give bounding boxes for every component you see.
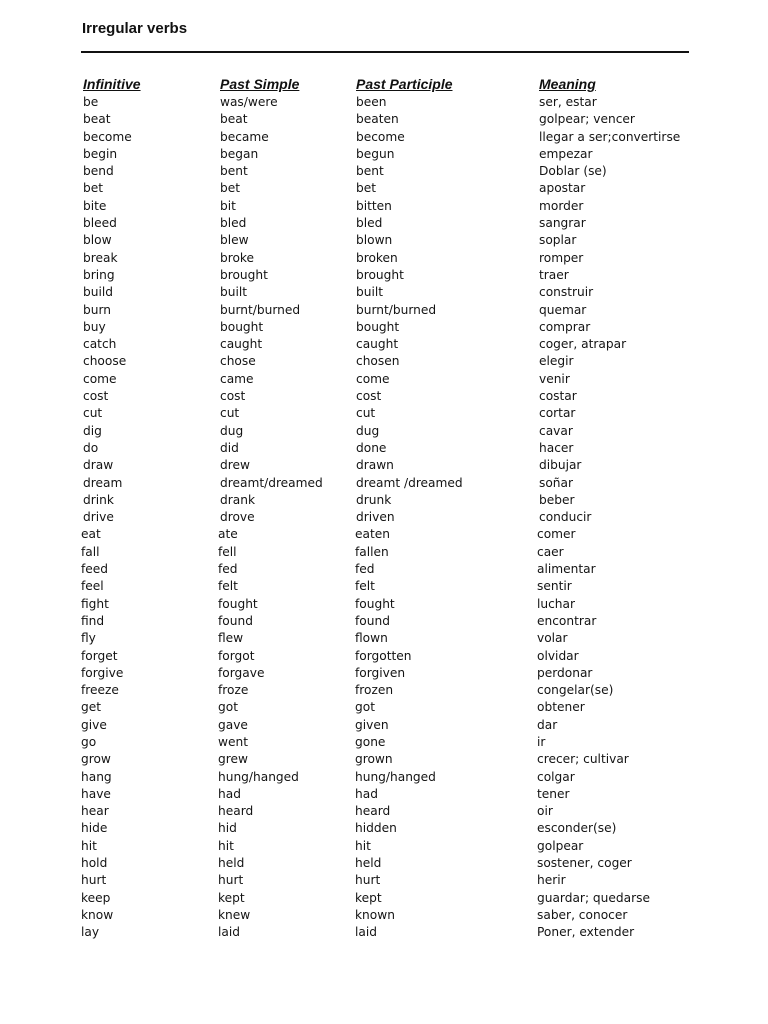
- past-participle-cell: hidden: [355, 821, 397, 836]
- infinitive-cell: bring: [83, 267, 115, 282]
- table-row: [0, 111, 768, 128]
- meaning-cell: olvidar: [537, 648, 579, 663]
- past-participle-cell: bent: [356, 164, 384, 179]
- past-simple-cell: knew: [218, 907, 251, 922]
- past-simple-cell: dreamt/dreamed: [220, 475, 323, 490]
- past-simple-cell: beat: [220, 112, 248, 127]
- past-simple-cell: held: [218, 856, 245, 871]
- meaning-cell: colgar: [537, 769, 575, 784]
- past-participle-cell: kept: [355, 890, 382, 905]
- past-simple-cell: dug: [220, 423, 244, 438]
- past-participle-cell: bought: [356, 319, 400, 334]
- past-participle-cell: bitten: [356, 198, 392, 213]
- table-row: [0, 319, 768, 336]
- table-row: [0, 838, 768, 855]
- page-title: Irregular verbs: [82, 20, 188, 37]
- infinitive-cell: hurt: [81, 873, 107, 888]
- past-participle-cell: broken: [356, 250, 398, 265]
- infinitive-cell: find: [81, 613, 105, 628]
- past-participle-cell: got: [355, 700, 375, 715]
- infinitive-cell: bend: [83, 164, 114, 179]
- infinitive-cell: hear: [81, 804, 109, 819]
- infinitive-cell: feel: [81, 579, 104, 594]
- past-simple-cell: did: [220, 440, 239, 455]
- table-row: [0, 302, 768, 319]
- past-participle-cell: brought: [356, 267, 404, 282]
- past-simple-cell: began: [220, 146, 259, 161]
- past-simple-cell: grew: [218, 752, 248, 767]
- meaning-cell: tener: [537, 786, 570, 801]
- table-row: [0, 820, 768, 837]
- past-simple-cell: fell: [218, 544, 237, 559]
- past-participle-cell: done: [356, 440, 387, 455]
- past-simple-cell: laid: [218, 925, 240, 940]
- past-simple-cell: drew: [220, 458, 250, 473]
- table-row: [0, 215, 768, 232]
- meaning-cell: volar: [537, 631, 568, 646]
- meaning-cell: dar: [537, 717, 558, 732]
- meaning-cell: ser, estar: [539, 95, 597, 109]
- past-simple-cell: hit: [218, 838, 234, 853]
- table-row: [0, 129, 768, 146]
- table-row: [0, 232, 768, 249]
- past-simple-cell: became: [220, 129, 269, 144]
- table-row: [0, 665, 768, 682]
- infinitive-cell: begin: [83, 146, 118, 161]
- meaning-cell: cortar: [539, 406, 576, 421]
- infinitive-cell: beat: [83, 112, 111, 127]
- table-row: [0, 872, 768, 889]
- past-simple-cell: bent: [220, 164, 248, 179]
- past-participle-cell: come: [356, 371, 390, 386]
- table-row: [0, 924, 768, 941]
- past-simple-cell: drove: [220, 510, 255, 525]
- table-row: [0, 475, 768, 492]
- infinitive-cell: fall: [81, 544, 100, 559]
- meaning-cell: golpear: [537, 838, 584, 853]
- verb-table: [0, 94, 768, 942]
- table-row: [0, 717, 768, 734]
- past-simple-cell: came: [220, 371, 254, 386]
- meaning-cell: herir: [537, 873, 566, 888]
- past-simple-cell: flew: [218, 631, 244, 646]
- past-simple-cell: cut: [220, 406, 240, 421]
- infinitive-cell: know: [81, 907, 114, 922]
- table-row: [0, 561, 768, 578]
- past-participle-cell: cost: [356, 389, 382, 404]
- title-divider: [81, 51, 689, 53]
- infinitive-cell: fly: [81, 631, 96, 646]
- meaning-cell: sentir: [537, 579, 572, 594]
- infinitive-cell: blow: [83, 233, 112, 248]
- table-row: [0, 526, 768, 543]
- infinitive-cell: have: [81, 786, 111, 801]
- table-row: [0, 423, 768, 440]
- past-participle-cell: found: [355, 613, 390, 628]
- past-participle-cell: held: [355, 856, 382, 871]
- table-row: [0, 353, 768, 370]
- infinitive-cell: dream: [83, 475, 123, 490]
- table-row: [0, 648, 768, 665]
- past-participle-cell: felt: [355, 579, 375, 594]
- past-participle-cell: begun: [356, 146, 395, 161]
- infinitive-cell: feed: [81, 562, 109, 577]
- past-participle-cell: become: [356, 129, 405, 144]
- infinitive-cell: burn: [83, 302, 111, 317]
- table-row: [0, 786, 768, 803]
- meaning-cell: comer: [537, 527, 576, 542]
- header-past-simple: Past Simple: [220, 76, 300, 92]
- past-participle-cell: given: [355, 717, 389, 732]
- past-simple-cell: froze: [218, 683, 249, 698]
- meaning-cell: conducir: [539, 510, 592, 525]
- past-simple-cell: broke: [220, 250, 255, 265]
- meaning-cell: luchar: [537, 596, 576, 611]
- infinitive-cell: freeze: [81, 683, 119, 698]
- past-participle-cell: forgotten: [355, 648, 412, 663]
- past-simple-cell: built: [220, 285, 248, 300]
- past-participle-cell: heard: [355, 804, 391, 819]
- past-participle-cell: fought: [355, 596, 395, 611]
- infinitive-cell: hide: [81, 821, 108, 836]
- table-row: [0, 492, 768, 509]
- infinitive-cell: come: [83, 371, 117, 386]
- past-participle-cell: driven: [356, 510, 395, 525]
- table-row: [0, 180, 768, 197]
- infinitive-cell: forgive: [81, 665, 124, 680]
- meaning-cell: encontrar: [537, 613, 597, 628]
- meaning-cell: ir: [537, 734, 546, 749]
- meaning-cell: empezar: [539, 146, 593, 161]
- meaning-cell: sostener, coger: [537, 856, 632, 871]
- table-row: [0, 405, 768, 422]
- table-row: [0, 682, 768, 699]
- infinitive-cell: bleed: [83, 216, 117, 231]
- meaning-cell: alimentar: [537, 562, 596, 577]
- meaning-cell: venir: [539, 371, 570, 386]
- infinitive-cell: eat: [81, 527, 101, 542]
- past-simple-cell: brought: [220, 267, 268, 282]
- infinitive-cell: forget: [81, 648, 118, 663]
- meaning-cell: soñar: [539, 475, 574, 490]
- past-simple-cell: drank: [220, 492, 255, 507]
- past-simple-cell: got: [218, 700, 238, 715]
- past-simple-cell: forgot: [218, 648, 255, 663]
- table-row: [0, 198, 768, 215]
- table-row: [0, 630, 768, 647]
- past-simple-cell: kept: [218, 890, 245, 905]
- table-row: [0, 855, 768, 872]
- infinitive-cell: cost: [83, 389, 109, 404]
- past-simple-cell: hung/hanged: [218, 769, 299, 784]
- past-simple-cell: burnt/burned: [220, 302, 301, 317]
- table-row: [0, 769, 768, 786]
- past-simple-cell: gave: [218, 717, 248, 732]
- past-participle-cell: had: [355, 786, 378, 801]
- past-participle-cell: built: [356, 285, 384, 300]
- infinitive-cell: break: [83, 250, 118, 265]
- table-row: [0, 388, 768, 405]
- table-header: [0, 76, 768, 94]
- past-participle-cell: forgiven: [355, 665, 406, 680]
- past-participle-cell: hurt: [355, 873, 381, 888]
- infinitive-cell: drive: [83, 510, 114, 525]
- table-row: [0, 284, 768, 301]
- table-row: [0, 163, 768, 180]
- infinitive-cell: catch: [83, 337, 117, 352]
- past-participle-cell: laid: [355, 925, 377, 940]
- past-participle-cell: frozen: [355, 683, 394, 698]
- infinitive-cell: drink: [83, 492, 114, 507]
- infinitive-cell: fight: [81, 596, 109, 611]
- infinitive-cell: give: [81, 717, 107, 732]
- past-participle-cell: cut: [356, 406, 376, 421]
- past-participle-cell: drawn: [356, 458, 394, 473]
- meaning-cell: coger, atrapar: [539, 337, 627, 352]
- table-row: [0, 440, 768, 457]
- meaning-cell: sangrar: [539, 216, 586, 231]
- infinitive-cell: get: [81, 700, 102, 715]
- infinitive-cell: hang: [81, 769, 112, 784]
- table-row: [0, 734, 768, 751]
- table-row: [0, 267, 768, 284]
- infinitive-cell: keep: [81, 890, 111, 905]
- meaning-cell: cavar: [539, 423, 573, 438]
- infinitive-cell: hit: [81, 838, 97, 853]
- meaning-cell: saber, conocer: [537, 907, 628, 922]
- meaning-cell: Poner, extender: [537, 925, 635, 940]
- table-row: [0, 907, 768, 924]
- header-past-participle: Past Participle: [356, 76, 453, 92]
- table-row: [0, 250, 768, 267]
- meaning-cell: oir: [537, 804, 553, 819]
- past-simple-cell: caught: [220, 337, 263, 352]
- past-simple-cell: hid: [218, 821, 237, 836]
- infinitive-cell: buy: [83, 319, 106, 334]
- meaning-cell: comprar: [539, 319, 591, 334]
- meaning-cell: congelar(se): [537, 683, 614, 698]
- meaning-cell: quemar: [539, 302, 587, 317]
- past-simple-cell: fed: [218, 562, 238, 577]
- past-simple-cell: bled: [220, 216, 247, 231]
- infinitive-cell: grow: [81, 752, 111, 767]
- past-participle-cell: drunk: [356, 492, 392, 507]
- meaning-cell: perdonar: [537, 665, 593, 680]
- past-simple-cell: had: [218, 786, 241, 801]
- past-participle-cell: known: [355, 907, 395, 922]
- meaning-cell: Doblar (se): [539, 164, 607, 179]
- table-row: [0, 457, 768, 474]
- meaning-cell: costar: [539, 389, 577, 404]
- meaning-cell: crecer; cultivar: [537, 752, 629, 767]
- past-simple-cell: bought: [220, 319, 264, 334]
- header-infinitive: Infinitive: [83, 76, 141, 92]
- table-row: [0, 578, 768, 595]
- past-simple-cell: ate: [218, 527, 238, 542]
- infinitive-cell: cut: [83, 406, 103, 421]
- meaning-cell: soplar: [539, 233, 577, 248]
- infinitive-cell: choose: [83, 354, 127, 369]
- infinitive-cell: bite: [83, 198, 107, 213]
- infinitive-cell: become: [83, 129, 132, 144]
- table-row: [0, 371, 768, 388]
- meaning-cell: caer: [537, 544, 564, 559]
- infinitive-cell: hold: [81, 856, 108, 871]
- meaning-cell: apostar: [539, 181, 586, 196]
- table-row: [0, 613, 768, 630]
- infinitive-cell: dig: [83, 423, 102, 438]
- table-row: [0, 699, 768, 716]
- table-row: [0, 146, 768, 163]
- past-participle-cell: fed: [355, 562, 375, 577]
- table-row: [0, 596, 768, 613]
- table-row: [0, 336, 768, 353]
- meaning-cell: guardar; quedarse: [537, 890, 650, 905]
- table-row: [0, 803, 768, 820]
- meaning-cell: obtener: [537, 700, 585, 715]
- past-simple-cell: blew: [220, 233, 249, 248]
- past-simple-cell: heard: [218, 804, 254, 819]
- past-participle-cell: caught: [356, 337, 399, 352]
- meaning-cell: esconder(se): [537, 821, 617, 836]
- past-participle-cell: blown: [356, 233, 393, 248]
- past-simple-cell: bet: [220, 181, 241, 196]
- past-participle-cell: been: [356, 95, 387, 109]
- infinitive-cell: bet: [83, 181, 104, 196]
- past-participle-cell: burnt/burned: [356, 302, 437, 317]
- meaning-cell: traer: [539, 267, 569, 282]
- table-row: [0, 890, 768, 907]
- past-participle-cell: beaten: [356, 112, 399, 127]
- past-simple-cell: bit: [220, 198, 236, 213]
- meaning-cell: beber: [539, 492, 575, 507]
- past-simple-cell: found: [218, 613, 253, 628]
- meaning-cell: elegir: [539, 354, 574, 369]
- infinitive-cell: draw: [83, 458, 114, 473]
- past-participle-cell: fallen: [355, 544, 389, 559]
- infinitive-cell: build: [83, 285, 113, 300]
- past-participle-cell: hung/hanged: [355, 769, 436, 784]
- infinitive-cell: be: [83, 95, 99, 109]
- meaning-cell: llegar a ser;convertirse: [539, 129, 681, 144]
- meaning-cell: hacer: [539, 440, 574, 455]
- table-row: [0, 751, 768, 768]
- meaning-cell: romper: [539, 250, 584, 265]
- meaning-cell: golpear; vencer: [539, 112, 635, 127]
- header-meaning: Meaning: [539, 76, 596, 92]
- past-simple-cell: was/were: [220, 95, 278, 109]
- infinitive-cell: do: [83, 440, 99, 455]
- past-participle-cell: bet: [356, 181, 377, 196]
- past-participle-cell: gone: [355, 734, 386, 749]
- meaning-cell: construir: [539, 285, 594, 300]
- past-simple-cell: fought: [218, 596, 258, 611]
- past-participle-cell: chosen: [356, 354, 400, 369]
- table-row: [0, 94, 768, 111]
- past-participle-cell: flown: [355, 631, 388, 646]
- past-simple-cell: chose: [220, 354, 256, 369]
- past-participle-cell: grown: [355, 752, 393, 767]
- past-simple-cell: cost: [220, 389, 246, 404]
- infinitive-cell: go: [81, 734, 97, 749]
- table-row: [0, 544, 768, 561]
- past-simple-cell: felt: [218, 579, 238, 594]
- meaning-cell: morder: [539, 198, 584, 213]
- past-participle-cell: hit: [355, 838, 371, 853]
- past-participle-cell: dreamt /dreamed: [356, 475, 463, 490]
- past-simple-cell: hurt: [218, 873, 244, 888]
- meaning-cell: dibujar: [539, 458, 582, 473]
- infinitive-cell: lay: [81, 925, 100, 940]
- table-row: [0, 509, 768, 526]
- past-participle-cell: dug: [356, 423, 380, 438]
- past-simple-cell: forgave: [218, 665, 265, 680]
- past-participle-cell: bled: [356, 216, 383, 231]
- past-participle-cell: eaten: [355, 527, 390, 542]
- past-simple-cell: went: [218, 734, 248, 749]
